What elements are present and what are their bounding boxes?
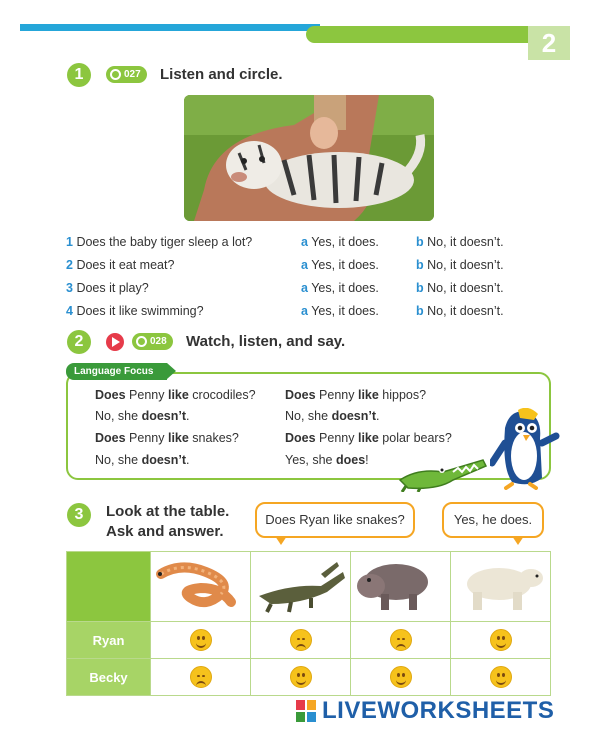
focus-answer: Yes, she does!: [285, 453, 369, 467]
table-cell-face: [351, 622, 451, 659]
question-number: 4: [66, 304, 73, 318]
option-letter: a: [301, 258, 308, 272]
audio-track-number: 028: [150, 336, 167, 347]
happy-face-icon: [490, 629, 512, 651]
section-1-heading: Listen and circle.: [160, 66, 283, 83]
snake-image: [151, 552, 249, 616]
option-letter: b: [416, 281, 424, 295]
option-letter: b: [416, 258, 424, 272]
option-b[interactable]: [416, 281, 504, 295]
baby-tiger-photo: [184, 95, 434, 221]
focus-question: Does Penny like snakes?: [95, 431, 239, 445]
option-letter: b: [416, 235, 424, 249]
animal-likes-table: [66, 551, 551, 696]
option-text: No, it doesn’t.: [427, 304, 504, 318]
video-play-icon[interactable]: [106, 333, 124, 351]
option-a[interactable]: [301, 258, 379, 272]
option-letter: b: [416, 304, 424, 318]
option-a[interactable]: [301, 235, 379, 249]
option-text: No, it doesn’t.: [427, 258, 504, 272]
section-number-1: 1: [67, 63, 91, 87]
question-number: 1: [66, 235, 73, 249]
question-row: [66, 281, 149, 295]
table-row-name-ryan: Ryan: [67, 622, 151, 659]
focus-question: Does Penny like crocodiles?: [95, 388, 256, 402]
question-text: Does the baby tiger sleep a lot?: [76, 235, 253, 249]
speech-bubble-answer: Yes, he does.: [442, 502, 544, 538]
headphones-icon: [110, 69, 121, 80]
question-row: [66, 258, 174, 272]
option-text: Yes, it does.: [311, 235, 379, 249]
option-b[interactable]: [416, 235, 504, 249]
sad-face-icon: [290, 629, 312, 651]
option-letter: a: [301, 281, 308, 295]
headphones-icon: [136, 336, 147, 347]
table-corner-cell: [67, 552, 151, 622]
table-header-polar-bear: [451, 552, 551, 622]
question-number: 3: [66, 281, 73, 295]
question-text: Does it play?: [76, 281, 149, 295]
focus-answer: No, she doesn’t.: [95, 453, 190, 467]
table-header-hippo: [351, 552, 451, 622]
focus-question: Does Penny like polar bears?: [285, 431, 452, 445]
option-text: No, it doesn’t.: [427, 281, 504, 295]
polar-bear-image: [451, 552, 549, 616]
option-a[interactable]: [301, 304, 379, 318]
option-letter: a: [301, 235, 308, 249]
speech-bubble-question: Does Ryan like snakes?: [255, 502, 415, 538]
question-row: [66, 235, 252, 249]
happy-face-icon: [190, 629, 212, 651]
section-number-2: 2: [67, 330, 91, 354]
option-b[interactable]: [416, 304, 504, 318]
sad-face-icon: [390, 629, 412, 651]
section-3-heading-line1: Look at the table.: [106, 503, 230, 520]
table-cell-face: [251, 659, 351, 696]
section-number-3: 3: [67, 503, 91, 527]
focus-answer: No, she doesn’t.: [95, 409, 190, 423]
table-row-name-becky: Becky: [67, 659, 151, 696]
sad-face-icon: [190, 666, 212, 688]
table-cell-face: [251, 622, 351, 659]
option-text: Yes, it does.: [311, 258, 379, 272]
hippo-image: [351, 552, 449, 616]
focus-question: Does Penny like hippos?: [285, 388, 427, 402]
table-header-snake: [151, 552, 251, 622]
language-focus-label: Language Focus: [66, 363, 167, 380]
question-text: Does it eat meat?: [76, 258, 175, 272]
question-row: [66, 304, 204, 318]
happy-face-icon: [290, 666, 312, 688]
table-cell-face: [151, 622, 251, 659]
penguin-illustration: [490, 408, 560, 495]
question-number: 2: [66, 258, 73, 272]
table-cell-face: [151, 659, 251, 696]
audio-track-number: 027: [124, 69, 141, 80]
table-cell-face: [451, 659, 551, 696]
option-letter: a: [301, 304, 308, 318]
audio-track-button-027[interactable]: [106, 66, 147, 83]
header-stripe-green: [306, 26, 528, 43]
audio-track-button-028[interactable]: [132, 333, 173, 350]
option-text: Yes, it does.: [311, 281, 379, 295]
header-stripe-blue: [20, 24, 320, 31]
section-3-heading-line2: Ask and answer.: [106, 523, 224, 540]
table-cell-face: [451, 622, 551, 659]
liveworksheets-watermark: LIVEWORKSHEETS: [322, 697, 555, 724]
table-header-crocodile: [251, 552, 351, 622]
table-cell-face: [351, 659, 451, 696]
liveworksheets-logo-icon: [296, 700, 316, 722]
happy-face-icon: [490, 666, 512, 688]
focus-answer: No, she doesn’t.: [285, 409, 380, 423]
option-b[interactable]: [416, 258, 504, 272]
question-text: Does it like swimming?: [76, 304, 204, 318]
option-text: Yes, it does.: [311, 304, 379, 318]
section-2-heading: Watch, listen, and say.: [186, 333, 346, 350]
option-a[interactable]: [301, 281, 379, 295]
page-number: 2: [528, 26, 570, 60]
happy-face-icon: [390, 666, 412, 688]
crocodile-image: [251, 552, 349, 616]
option-text: No, it doesn’t.: [427, 235, 504, 249]
crocodile-illustration: [398, 450, 488, 497]
